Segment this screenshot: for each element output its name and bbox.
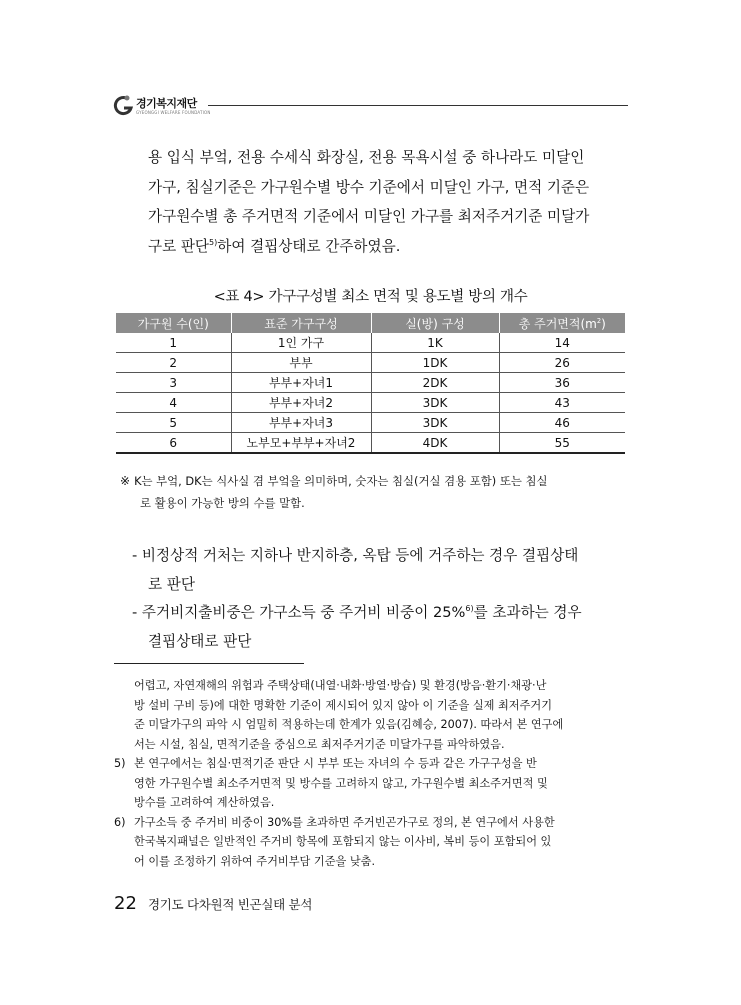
footnote-number: 6) (114, 815, 126, 829)
table-cell: 1인 가구 (231, 333, 371, 353)
table-cell: 46 (499, 413, 625, 433)
body-text: 하여 결핍상태로 간주하였음. (217, 237, 401, 255)
footnote-line: 어 이를 조정하기 위하여 주거비부담 기준을 낮춤. (134, 854, 376, 868)
table-cell: 6 (116, 433, 231, 454)
bullet-line (132, 599, 628, 628)
table-cell: 2 (116, 353, 231, 373)
table-row (116, 373, 625, 393)
table-cell: 부부+자녀1 (231, 373, 371, 393)
table-cell: 3 (116, 373, 231, 393)
table-cell: 부부+자녀3 (231, 413, 371, 433)
table-caption: <표 4> 가구구성별 최소 면적 및 용도별 방의 개수 (213, 289, 528, 305)
col-header: 실(방) 구성 (371, 313, 499, 333)
body-paragraph (148, 143, 628, 261)
table-cell: 26 (499, 353, 625, 373)
footnote-line (114, 813, 628, 833)
footnote-line: 서는 시설, 침실, 면적기준을 중심으로 최저주거기준 미달가구를 파악하였음. (134, 737, 505, 751)
footnote-line: 영한 가구원수별 최소주거면적 및 방수를 고려하지 않고, 가구원수별 최소주거면적 및 (134, 776, 548, 790)
table-cell: 5 (116, 413, 231, 433)
footnote-number: 5) (114, 757, 126, 770)
foundation-logo-icon (112, 94, 134, 116)
footnote-line (114, 754, 628, 774)
footnote-line: 준 미달가구의 파악 시 엄밀히 적용하는데 한계가 있음(김혜승, 2007). 따라서 본 연구에 (134, 718, 564, 731)
household-area-table (116, 313, 625, 454)
body-line: 가구원수별 총 주거면적 기준에서 미달인 가구를 최저주거기준 미달가 (148, 208, 590, 225)
org-subtitle: GYEONGGI WELFARE FOUNDATION (136, 110, 211, 115)
table-cell: 노부모+부부+자녀2 (231, 433, 371, 454)
body-line-last (148, 232, 628, 262)
bullet-line: 로 판단 (148, 575, 195, 593)
table-header-row (116, 313, 625, 333)
col-header-sup: 2 (596, 316, 602, 325)
table-row (116, 333, 625, 353)
footnote-text: 본 연구에서는 침실·면적기준 판단 시 부부 또는 자녀의 수 등과 같은 가구구성을 반 (134, 757, 537, 770)
table-cell: 부부 (231, 353, 371, 373)
page-number: 22 (114, 893, 137, 914)
table-row (116, 433, 625, 454)
table-cell: 55 (499, 433, 625, 454)
footnote-line: 한국복지패널은 일반적인 주거비 항목에 포함되지 않는 이사비, 복비 등이 포함되어 있 (134, 835, 552, 848)
footnote-ref-5: 5) (209, 237, 218, 247)
org-name: 경기복지재단 (136, 97, 197, 110)
footnote-line: 방수를 고려하여 계산하였음. (134, 796, 275, 809)
footnote-ref-6: 6) (465, 604, 474, 614)
table-cell: 43 (499, 393, 625, 413)
col-header: 가구원 수(인) (116, 313, 231, 333)
table-cell: 2DK (371, 373, 499, 393)
table-cell: 1 (116, 333, 231, 353)
table-cell: 1DK (371, 353, 499, 373)
page-header (112, 94, 628, 120)
footnote-line: 방 설비 구비 등)에 대한 명확한 기준이 제시되어 있지 않아 이 기준을 실제 최저주거기 (134, 698, 553, 712)
footnotes (114, 676, 628, 871)
body-line: 가구, 침실기준은 가구원수별 방수 기준에서 미달인 가구, 면적 기준은 (148, 178, 590, 196)
table-cell: 부부+자녀2 (231, 393, 371, 413)
bullet-line: - 비정상적 거처는 지하나 반지하층, 옥탑 등에 거주하는 경우 결핍상태 (132, 547, 579, 564)
footnote-rule (114, 663, 304, 664)
table-row (116, 353, 625, 373)
table-note (120, 470, 626, 514)
note-line: 로 활용이 가능한 방의 수를 말함. (140, 496, 305, 510)
table-row (116, 413, 625, 433)
header-rule (208, 105, 628, 106)
page-footer (114, 893, 312, 914)
col-header: 표준 가구구성 (231, 313, 371, 333)
bullet-text: 를 초과하는 경우 (473, 604, 582, 621)
table-cell: 4 (116, 393, 231, 413)
footnote-text: 가구소득 중 주거비 비중이 30%를 초과하면 주거빈곤가구로 정의, 본 연구에서 사용한 (134, 815, 555, 829)
table-cell: 14 (499, 333, 625, 353)
col-header-text: 총 주거면적(m (518, 316, 597, 331)
bullet-text: - 주거비지출비중은 가구소득 중 주거비 비중이 25% (132, 604, 466, 621)
reference-mark-icon: ※ (120, 474, 131, 488)
col-header (499, 313, 625, 333)
note-line (120, 470, 626, 492)
table-cell: 1K (371, 333, 499, 353)
criteria-bullets (132, 542, 628, 656)
table-cell: 36 (499, 373, 625, 393)
table-row (116, 393, 625, 413)
document-title: 경기도 다차원적 빈곤실태 분석 (148, 897, 313, 912)
bullet-line: 결핍상태로 판단 (148, 632, 252, 650)
col-header-text: ) (601, 316, 606, 331)
table-cell: 4DK (371, 433, 499, 454)
body-text: 구로 판단 (148, 237, 210, 255)
note-text: K는 부엌, DK는 식사실 겸 부엌을 의미하며, 숫자는 침실(거실 겸용 포함) 또는 침실 (134, 474, 548, 488)
table-cell: 3DK (371, 413, 499, 433)
footnote-line: 어렵고, 자연재해의 위험과 주택상태(내열·내화·방열·방습) 및 환경(방음·환기·채광·난 (134, 679, 547, 692)
body-line: 용 입식 부엌, 전용 수세식 화장실, 전용 목욕시설 중 하나라도 미달인 (148, 149, 585, 166)
table-cell: 3DK (371, 393, 499, 413)
